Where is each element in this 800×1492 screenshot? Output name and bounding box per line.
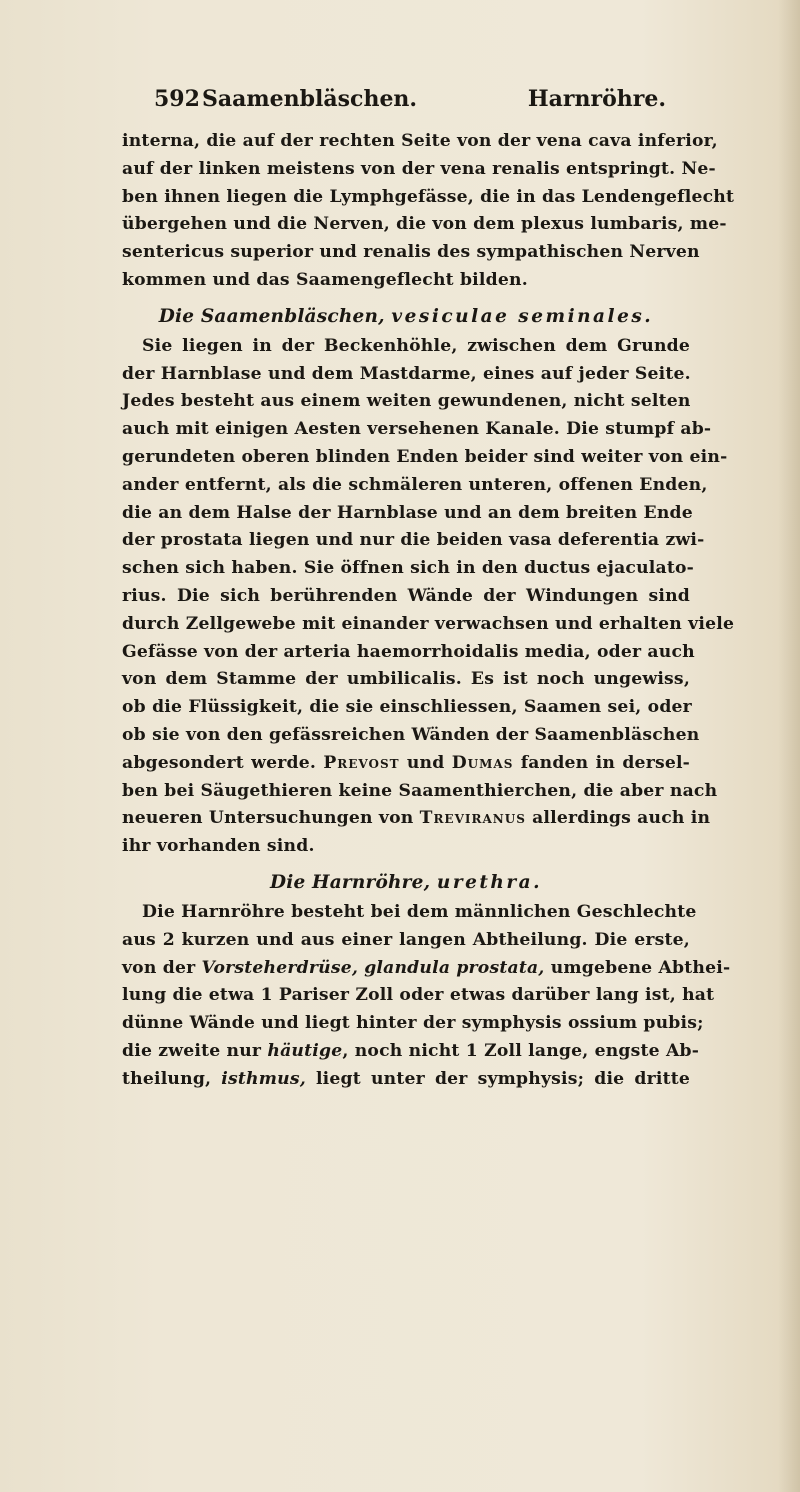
text-line (122, 955, 731, 983)
text-span: fanden in dersel- (520, 752, 691, 773)
heading-latin: urethra. (436, 871, 543, 893)
text-span: allerdings auch in (532, 808, 711, 829)
italic-term: häutige (267, 1040, 343, 1061)
page-number: 592 (154, 86, 200, 112)
text-line: aus 2 kurzen und aus einer langen Abtheilung. Die erste, (122, 929, 690, 950)
text-line: kommen und das Saamengeflecht bilden. (122, 269, 528, 290)
text-span: von der (122, 957, 196, 978)
running-head (154, 86, 666, 120)
text-line: ben ihnen liegen die Lymphgefässe, die in das Lendengeflecht (122, 186, 735, 207)
text-line: rius. Die sich berührenden Wände der Windungen sind (122, 585, 690, 606)
text-line: die an dem Halse der Harnblase und an dem breiten Ende (122, 502, 693, 523)
page-edge-shadow (778, 0, 800, 1492)
text-span: umgebene Abthei- (550, 957, 731, 978)
text-line: durch Zellgewebe mit einander verwachsen und erhalten viele (122, 613, 735, 634)
text-span: abgesondert werde. (122, 752, 317, 773)
text-line: Gefässe von der arteria haemorrhoidalis media, oder auch (122, 641, 695, 662)
section-heading-harnroehre (122, 861, 690, 899)
text-line: von dem Stamme der umbilicalis. Es ist noch ungewiss, (122, 669, 690, 690)
text-line: ob sie von den gefässreichen Wänden der Saamenbläschen (122, 724, 700, 745)
author-name-dumas: Dumas (451, 752, 514, 773)
running-title-right: Harnröhre. (527, 86, 666, 112)
text-line (122, 750, 690, 778)
text-line (122, 1038, 700, 1066)
body-text (122, 128, 735, 1094)
text-line: gerundeten oberen blinden Enden beider sind weiter von ein- (122, 446, 728, 467)
text-line: ihr vorhanden sind. (122, 836, 315, 857)
text-line (122, 805, 711, 833)
text-line: übergehen und die Nerven, die von dem plexus lumbaris, me- (122, 214, 727, 235)
text-line: interna, die auf der rechten Seite von der vena cava inferior, (122, 131, 718, 151)
section-heading-saamenblaeschen (122, 295, 690, 333)
text-line: auch mit einigen Aesten versehenen Kanale. Die stumpf ab- (122, 419, 712, 440)
text-line: der prostata liegen und nur die beiden vasa deferentia zwi- (122, 530, 705, 551)
text-line: Sie liegen in der Beckenhöhle, zwischen dem Grunde (142, 335, 690, 356)
text-span: und (406, 752, 445, 773)
text-span: die zweite nur (122, 1040, 262, 1061)
text-span: liegt unter der symphysis; die dritte (315, 1068, 690, 1089)
text-line: schen sich haben. Sie öffnen sich in den ductus ejaculato- (122, 558, 694, 579)
text-line: Jedes besteht aus einem weiten gewundenen, nicht selten (122, 391, 691, 412)
text-line: der Harnblase und dem Mastdarme, eines auf jeder Seite. (122, 363, 691, 384)
text-line: ob die Flüssigkeit, die sie einschliessen, Saamen sei, oder (122, 697, 692, 718)
heading-german: Die Saamenbläschen, (158, 305, 385, 327)
text-span: neueren Untersuchungen von (122, 808, 414, 829)
heading-german: Die Harnröhre, (269, 871, 431, 893)
text-line: Die Harnröhre besteht bei dem männlichen Geschlechte (142, 901, 697, 922)
text-line: auf der linken meistens von der vena renalis entspringt. Ne- (122, 158, 716, 179)
text-line: sentericus superior und renalis des sympathischen Nerven (122, 242, 700, 263)
text-line: ander entfernt, als die schmäleren unteren, offenen Enden, (122, 474, 708, 495)
italic-term: isthmus, (221, 1068, 306, 1089)
text-line (122, 1066, 690, 1094)
text-span: , noch nicht 1 Zoll lange, engste Ab- (342, 1040, 700, 1061)
author-name-prevost: Prevost (323, 752, 400, 773)
text-line: dünne Wände und liegt hinter der symphysis ossium pubis; (122, 1013, 704, 1034)
running-title: Saamenbläschen. (202, 86, 418, 112)
text-line: lung die etwa 1 Pariser Zoll oder etwas darüber lang ist, hat (122, 985, 715, 1006)
author-name-treviranus: Treviranus (419, 808, 526, 829)
italic-term: Vorsteherdrüse, glandula prostata, (201, 957, 545, 978)
text-span: theilung, (122, 1068, 212, 1089)
text-line: ben bei Säugethieren keine Saamenthierchen, die aber nach (122, 780, 718, 801)
heading-latin: vesiculae seminales. (391, 305, 654, 327)
